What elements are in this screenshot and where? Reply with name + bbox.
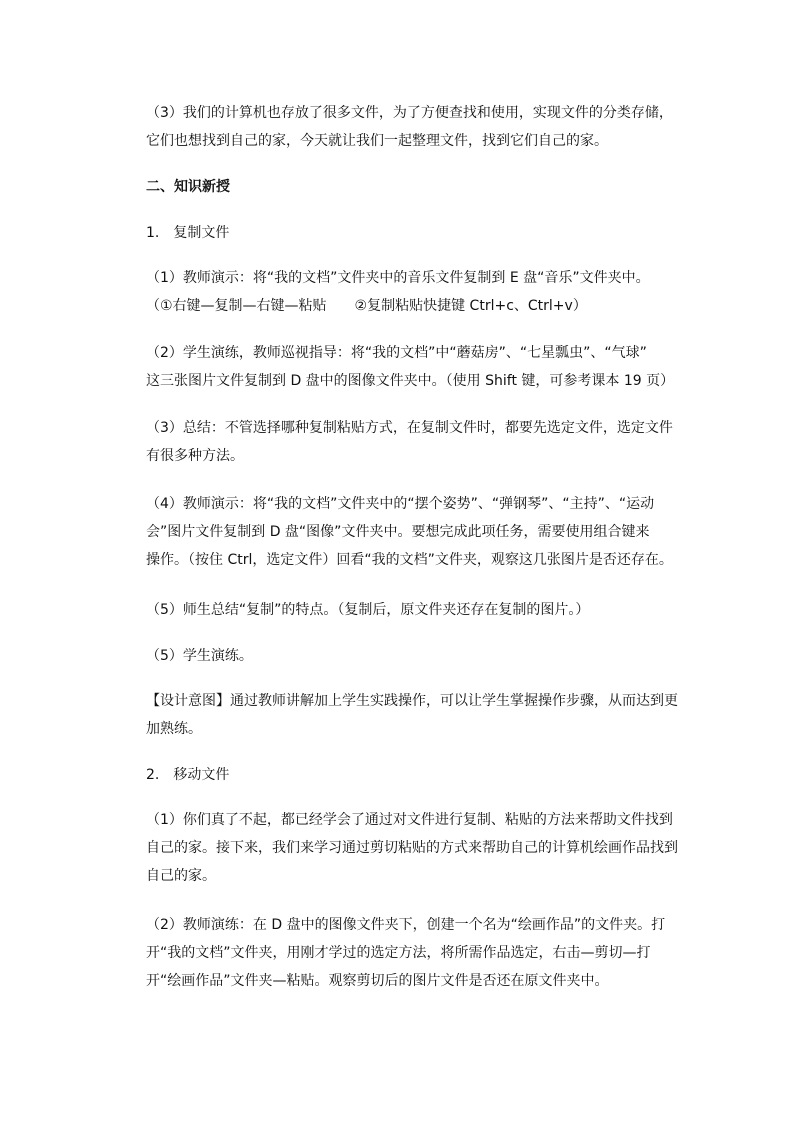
paragraph-copy-2 xyxy=(146,339,686,395)
paragraph-copy-4 xyxy=(146,490,686,574)
paragraph-move-2 xyxy=(146,911,686,995)
paragraph-copy-5 xyxy=(146,596,686,624)
text-line: 开“我的文档”文件夹，用刚才学过的选定方法，将所需作品选定，右击—剪切—打 xyxy=(146,945,651,961)
text-line: （①右键—复制—右键—粘贴 ②复制粘贴快捷键 Ctrl+c、Ctrl+v） xyxy=(146,298,587,314)
text-line: 操作。（按住 Ctrl，选定文件）回看“我的文档”文件夹，观察这几张图片是否还存在。 xyxy=(146,552,673,568)
paragraph-copy-1 xyxy=(146,264,686,320)
text-line: 有很多种方法。 xyxy=(146,448,244,464)
text-line: 【设计意图】通过教师讲解加上学生实践操作，可以让学生掌握操作步骤，从而达到更 xyxy=(146,693,678,709)
subsection-heading-copy-files xyxy=(146,219,686,247)
text-line: （1）你们真了不起，都已经学会了通过对文件进行复制、粘贴的方法来帮助文件找到 xyxy=(146,812,673,828)
text-line: （1）教师演示：将“我的文档”文件夹中的音乐文件复制到 E 盘“音乐”文件夹中。 xyxy=(146,270,650,286)
text-line: （5）学生演练。 xyxy=(146,648,253,664)
text-line: （2）教师演练：在 D 盘中的图像文件夹下，创建一个名为“绘画作品”的文件夹。打 xyxy=(146,917,666,933)
paragraph-move-1 xyxy=(146,806,686,890)
text-line: 这三张图片文件复制到 D 盘中的图像文件夹中。（使用 Shift 键，可参考课本 19 页） xyxy=(146,373,675,389)
text-line: 自己的家。 xyxy=(146,868,216,884)
text-line: （3）我们的计算机也存放了很多文件，为了方便查找和使用，实现文件的分类存储， xyxy=(146,105,673,121)
paragraph-intro-3 xyxy=(146,99,686,155)
text-line: 开“绘画作品”文件夹—粘贴。观察剪切后的图片文件是否还在原文件夹中。 xyxy=(146,973,609,989)
section-heading-new-knowledge xyxy=(146,173,686,201)
text-line: 自己的家。接下来，我们来学习通过剪切粘贴的方式来帮助自己的计算机绘画作品找到 xyxy=(146,840,678,856)
text-line: （5）师生总结“复制”的特点。（复制后，原文件夹还存在复制的图片。） xyxy=(146,602,590,618)
text-line: （3）总结：不管选择哪种复制粘贴方式，在复制文件时，都要先选定文件，选定文件 xyxy=(146,420,673,436)
paragraph-design-intent xyxy=(146,687,686,743)
text-line: 加熟练。 xyxy=(146,721,202,737)
paragraph-copy-5b xyxy=(146,642,686,670)
text-line: 会”图片文件复制到 D 盘“图像”文件夹中。要想完成此项任务，需要使用组合键来 xyxy=(146,524,650,540)
text-line: （4）教师演示：将“我的文档”文件夹中的“摆个姿势”、“弹钢琴”、“主持”、“运动 xyxy=(146,496,655,512)
subheading-text: 2. 移动文件 xyxy=(146,767,230,783)
subsection-heading-move-files xyxy=(146,761,686,789)
heading-text: 二、知识新授 xyxy=(146,179,230,195)
text-line: （2）学生演练，教师巡视指导：将“我的文档”中“蘑菇房”、“七星瓢虫”、“气球” xyxy=(146,345,647,361)
text-line: 它们也想找到自己的家，今天就让我们一起整理文件，找到它们自己的家。 xyxy=(146,133,608,149)
subheading-text: 1. 复制文件 xyxy=(146,225,230,241)
paragraph-copy-3 xyxy=(146,414,686,470)
